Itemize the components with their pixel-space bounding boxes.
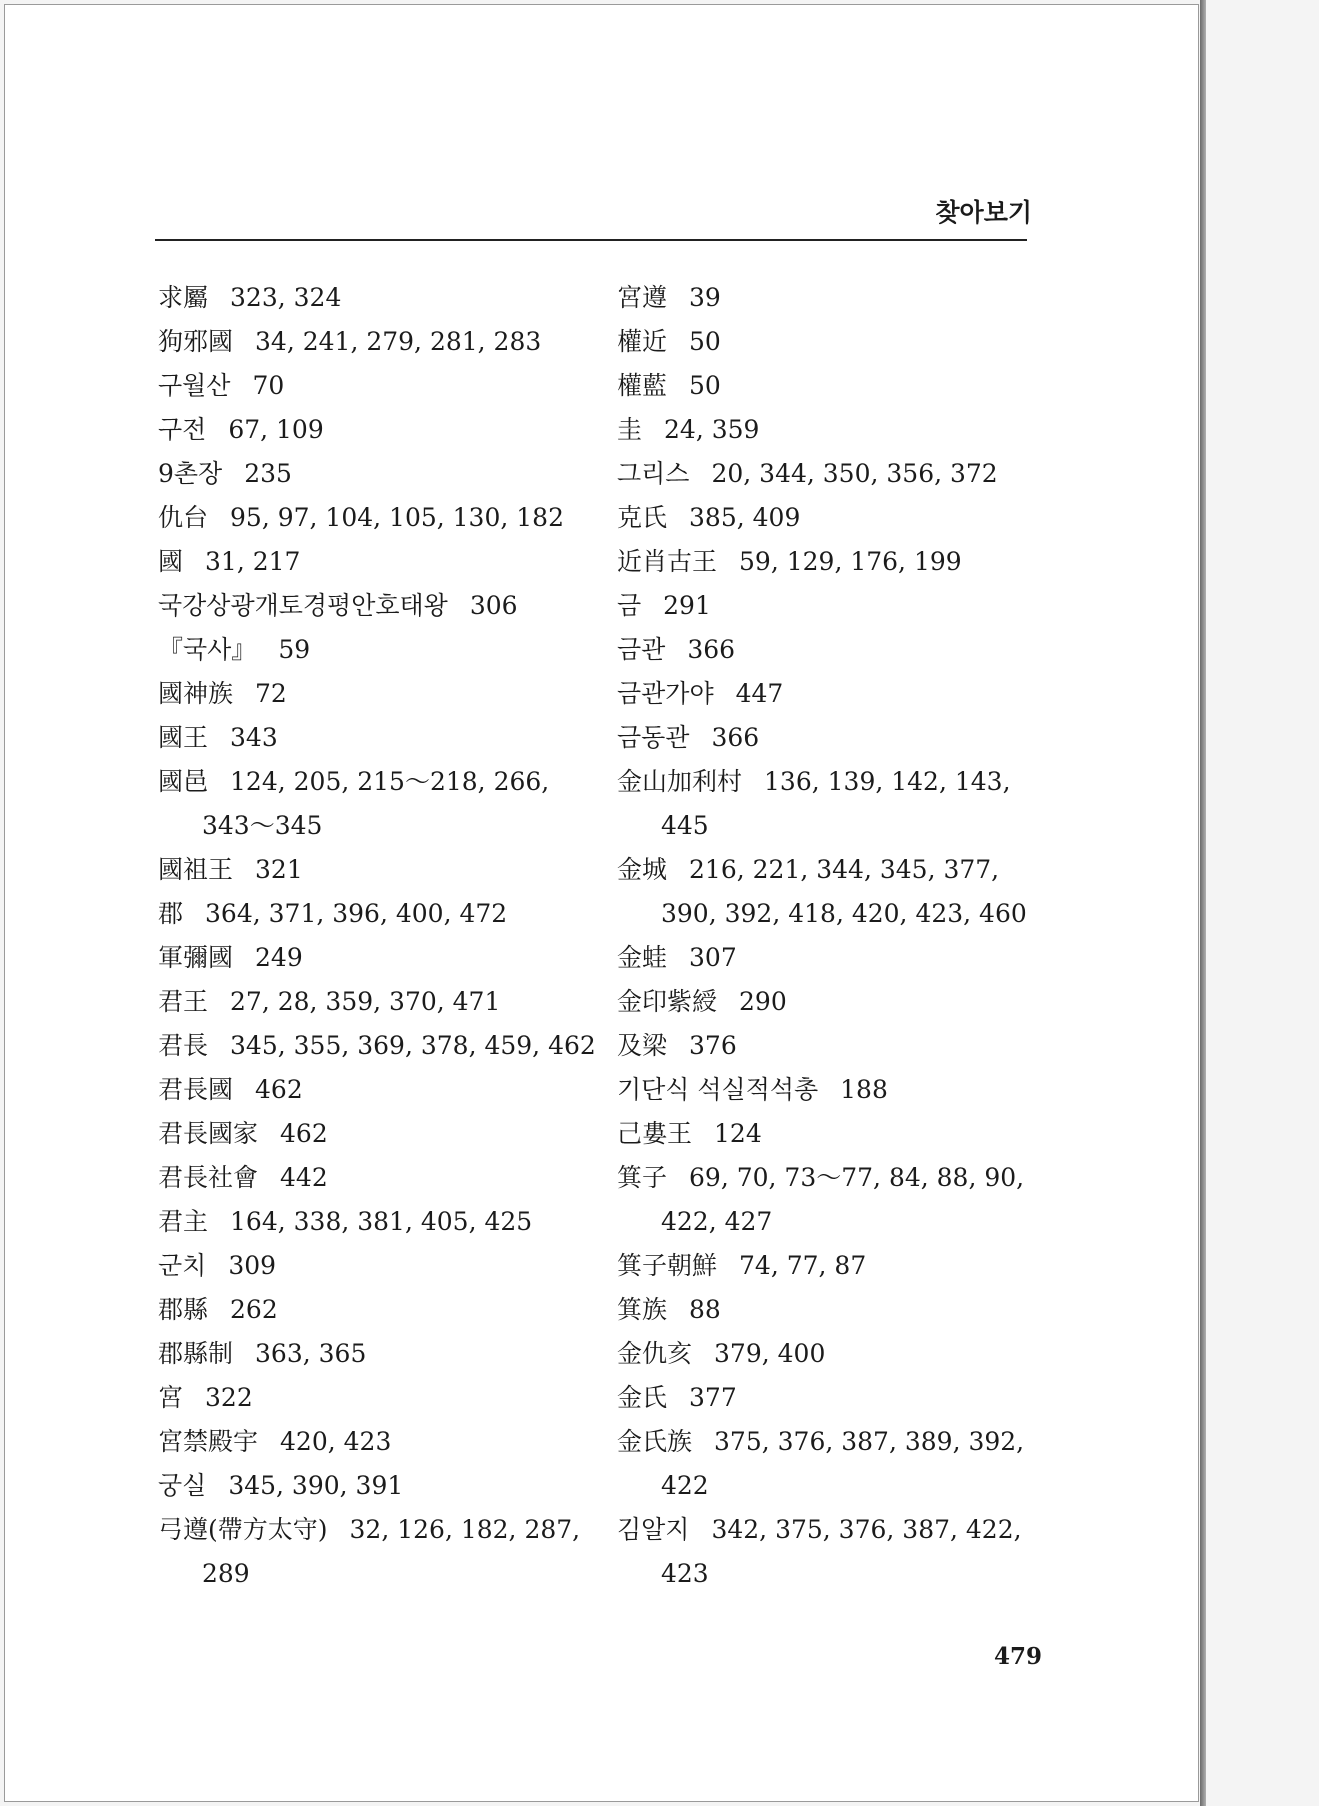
- index-entry: [617, 936, 1037, 980]
- index-term: 求屬: [158, 283, 209, 312]
- index-pages-continued: 289: [202, 1559, 250, 1588]
- index-pages: 447: [735, 679, 784, 708]
- index-pages: 375, 376, 387, 389, 392,: [714, 1427, 1025, 1456]
- index-term: 金氏: [617, 1383, 668, 1412]
- index-term: 弓遵(帶方太守): [158, 1515, 328, 1544]
- index-pages: 59: [278, 635, 311, 664]
- index-pages: 72: [255, 679, 287, 708]
- index-entry: [617, 980, 1037, 1024]
- index-pages: 32, 126, 182, 287,: [349, 1515, 581, 1544]
- index-pages: 124, 205, 215～218, 266,: [230, 767, 550, 796]
- index-term: 圭: [617, 415, 643, 444]
- index-pages: 309: [228, 1251, 277, 1280]
- index-term: 郡縣制: [158, 1339, 234, 1368]
- index-pages: 290: [739, 987, 787, 1016]
- index-entry: [158, 1288, 598, 1332]
- index-entry: [158, 716, 598, 760]
- index-pages: 34, 241, 279, 281, 283: [255, 327, 542, 356]
- index-term: 그리스: [617, 459, 690, 488]
- index-term: 狗邪國: [158, 327, 234, 356]
- index-term: 金印紫綬: [617, 987, 718, 1016]
- index-entry: [158, 1156, 598, 1200]
- index-entry: [617, 584, 1037, 628]
- index-term: 箕族: [617, 1295, 668, 1324]
- index-pages: 364, 371, 396, 400, 472: [205, 899, 508, 928]
- index-term: 軍彌國: [158, 943, 234, 972]
- index-entry: [617, 1024, 1037, 1068]
- index-pages: 366: [711, 723, 760, 752]
- index-entry: [158, 936, 598, 980]
- index-term: 궁실: [158, 1471, 207, 1500]
- index-entry: [158, 408, 598, 452]
- index-term: 금관: [617, 635, 666, 664]
- index-term: 군치: [158, 1251, 207, 1280]
- index-pages: 95, 97, 104, 105, 130, 182: [230, 503, 564, 532]
- index-entry: [617, 540, 1037, 584]
- index-pages-continued: 423: [661, 1559, 709, 1588]
- index-entry: [158, 1200, 598, 1244]
- index-pages-continued: 390, 392, 418, 420, 423, 460: [661, 899, 1027, 928]
- index-pages: 88: [689, 1295, 721, 1324]
- index-term: 君長國家: [158, 1119, 259, 1148]
- index-pages: 188: [840, 1075, 888, 1104]
- index-pages: 59, 129, 176, 199: [739, 547, 962, 576]
- index-pages: 420, 423: [280, 1427, 392, 1456]
- index-column-right: [617, 276, 1037, 1596]
- index-pages: 262: [230, 1295, 278, 1324]
- index-pages: 50: [689, 327, 721, 356]
- index-entry: [158, 672, 598, 716]
- index-pages: 164, 338, 381, 405, 425: [230, 1207, 533, 1236]
- index-entry: [158, 364, 598, 408]
- index-pages: 376: [689, 1031, 737, 1060]
- index-column-left: [158, 276, 598, 1596]
- index-term: 國: [158, 547, 184, 576]
- index-pages: 462: [255, 1075, 303, 1104]
- index-entry: [158, 1464, 598, 1508]
- index-term: 宮遵: [617, 283, 668, 312]
- index-pages: 379, 400: [714, 1339, 826, 1368]
- index-term: 國王: [158, 723, 209, 752]
- index-entry: [158, 1332, 598, 1376]
- index-term: 국강상광개토경평안호태왕: [158, 591, 448, 620]
- index-entry: [617, 1508, 1037, 1596]
- index-term: 『국사』: [158, 635, 257, 664]
- index-term: 克氏: [617, 503, 668, 532]
- index-pages: 366: [687, 635, 736, 664]
- index-pages: 307: [689, 943, 737, 972]
- index-pages: 291: [663, 591, 711, 620]
- index-pages: 342, 375, 376, 387, 422,: [711, 1515, 1022, 1544]
- index-pages: 249: [255, 943, 303, 972]
- index-term: 仇台: [158, 503, 209, 532]
- index-pages: 363, 365: [255, 1339, 367, 1368]
- index-pages: 235: [244, 459, 292, 488]
- index-term: 己婁王: [617, 1119, 693, 1148]
- index-entry: [158, 628, 598, 672]
- index-pages: 306: [469, 591, 518, 620]
- index-entry: [158, 584, 598, 628]
- index-term: 權藍: [617, 371, 668, 400]
- index-pages: 24, 359: [664, 415, 760, 444]
- index-entry: [617, 1288, 1037, 1332]
- index-pages: 70: [252, 371, 285, 400]
- index-entry: [158, 276, 598, 320]
- index-entry: [158, 980, 598, 1024]
- index-term: 金城: [617, 855, 668, 884]
- index-entry: [158, 1068, 598, 1112]
- index-entry: [158, 1376, 598, 1420]
- index-pages: 74, 77, 87: [739, 1251, 867, 1280]
- index-term: 금: [617, 591, 642, 620]
- index-term: 宮禁殿宇: [158, 1427, 259, 1456]
- index-entry: [617, 1332, 1037, 1376]
- index-entry: [158, 1420, 598, 1464]
- index-term: 宮: [158, 1383, 184, 1412]
- index-pages: 322: [205, 1383, 253, 1412]
- index-term: 金山加利村: [617, 767, 743, 796]
- index-pages-continued: 422: [661, 1471, 709, 1500]
- index-pages: 345, 355, 369, 378, 459, 462: [230, 1031, 596, 1060]
- index-entry: [158, 760, 598, 848]
- index-term: 기단식 석실적석총: [617, 1075, 819, 1104]
- index-term: 금관가야: [617, 679, 714, 708]
- index-entry: [617, 452, 1037, 496]
- index-pages: 39: [689, 283, 721, 312]
- index-pages: 216, 221, 344, 345, 377,: [689, 855, 1000, 884]
- index-term: 箕子: [617, 1163, 668, 1192]
- page-edge: [1200, 0, 1206, 1806]
- index-entry: [158, 540, 598, 584]
- index-pages: 20, 344, 350, 356, 372: [711, 459, 998, 488]
- index-term: 김알지: [617, 1515, 690, 1544]
- header-rule: [155, 239, 1027, 241]
- index-pages: 377: [689, 1383, 737, 1412]
- index-pages: 343: [230, 723, 278, 752]
- index-entry: [617, 628, 1037, 672]
- index-term: 구전: [158, 415, 207, 444]
- index-entry: [158, 496, 598, 540]
- index-term: 國祖王: [158, 855, 234, 884]
- index-entry: [617, 848, 1037, 936]
- index-term: 구월산: [158, 371, 231, 400]
- index-pages: 136, 139, 142, 143,: [764, 767, 1011, 796]
- index-pages: 27, 28, 359, 370, 471: [230, 987, 501, 1016]
- index-term: 君長: [158, 1031, 209, 1060]
- index-entry: [617, 1244, 1037, 1288]
- index-entry: [617, 1376, 1037, 1420]
- index-term: 郡縣: [158, 1295, 209, 1324]
- index-entry: [617, 496, 1037, 540]
- index-entry: [617, 1156, 1037, 1244]
- index-entry: [158, 1024, 598, 1068]
- index-term: 近肖古王: [617, 547, 718, 576]
- index-pages: 345, 390, 391: [228, 1471, 404, 1500]
- index-term: 箕子朝鮮: [617, 1251, 718, 1280]
- index-term: 金蛙: [617, 943, 668, 972]
- running-head: 찾아보기: [935, 198, 1032, 227]
- index-entry: [158, 848, 598, 892]
- index-entry: [158, 1244, 598, 1288]
- index-pages-continued: 422, 427: [661, 1207, 773, 1236]
- index-pages-continued: 343～345: [202, 811, 323, 840]
- index-pages: 67, 109: [228, 415, 324, 444]
- index-term: 君長社會: [158, 1163, 259, 1192]
- index-entry: [617, 364, 1037, 408]
- index-pages: 31, 217: [205, 547, 301, 576]
- index-pages: 69, 70, 73～77, 84, 88, 90,: [689, 1163, 1025, 1192]
- index-pages: 321: [255, 855, 303, 884]
- index-entry: [158, 892, 598, 936]
- page-number: 479: [993, 1643, 1042, 1670]
- index-entry: [158, 452, 598, 496]
- index-entry: [158, 320, 598, 364]
- index-entry: [617, 672, 1037, 716]
- index-term: 國邑: [158, 767, 209, 796]
- index-entry: [617, 716, 1037, 760]
- index-term: 金氏族: [617, 1427, 693, 1456]
- index-term: 金仇亥: [617, 1339, 693, 1368]
- index-term: 權近: [617, 327, 668, 356]
- index-entry: [617, 1112, 1037, 1156]
- index-pages: 323, 324: [230, 283, 342, 312]
- index-entry: [617, 1068, 1037, 1112]
- index-pages: 50: [689, 371, 721, 400]
- index-term: 及梁: [617, 1031, 668, 1060]
- index-pages: 442: [280, 1163, 328, 1192]
- index-entry: [617, 320, 1037, 364]
- index-entry: [158, 1112, 598, 1156]
- index-entry: [158, 1508, 598, 1596]
- index-term: 君王: [158, 987, 209, 1016]
- index-term: 금동관: [617, 723, 690, 752]
- index-pages: 124: [714, 1119, 762, 1148]
- index-term: 國神族: [158, 679, 234, 708]
- index-term: 郡: [158, 899, 184, 928]
- index-pages: 462: [280, 1119, 328, 1148]
- index-pages-continued: 445: [661, 811, 709, 840]
- index-term: 9촌장: [158, 459, 223, 488]
- index-entry: [617, 276, 1037, 320]
- index-entry: [617, 408, 1037, 452]
- index-entry: [617, 760, 1037, 848]
- index-pages: 385, 409: [689, 503, 801, 532]
- index-term: 君長國: [158, 1075, 234, 1104]
- index-entry: [617, 1420, 1037, 1508]
- index-term: 君主: [158, 1207, 209, 1236]
